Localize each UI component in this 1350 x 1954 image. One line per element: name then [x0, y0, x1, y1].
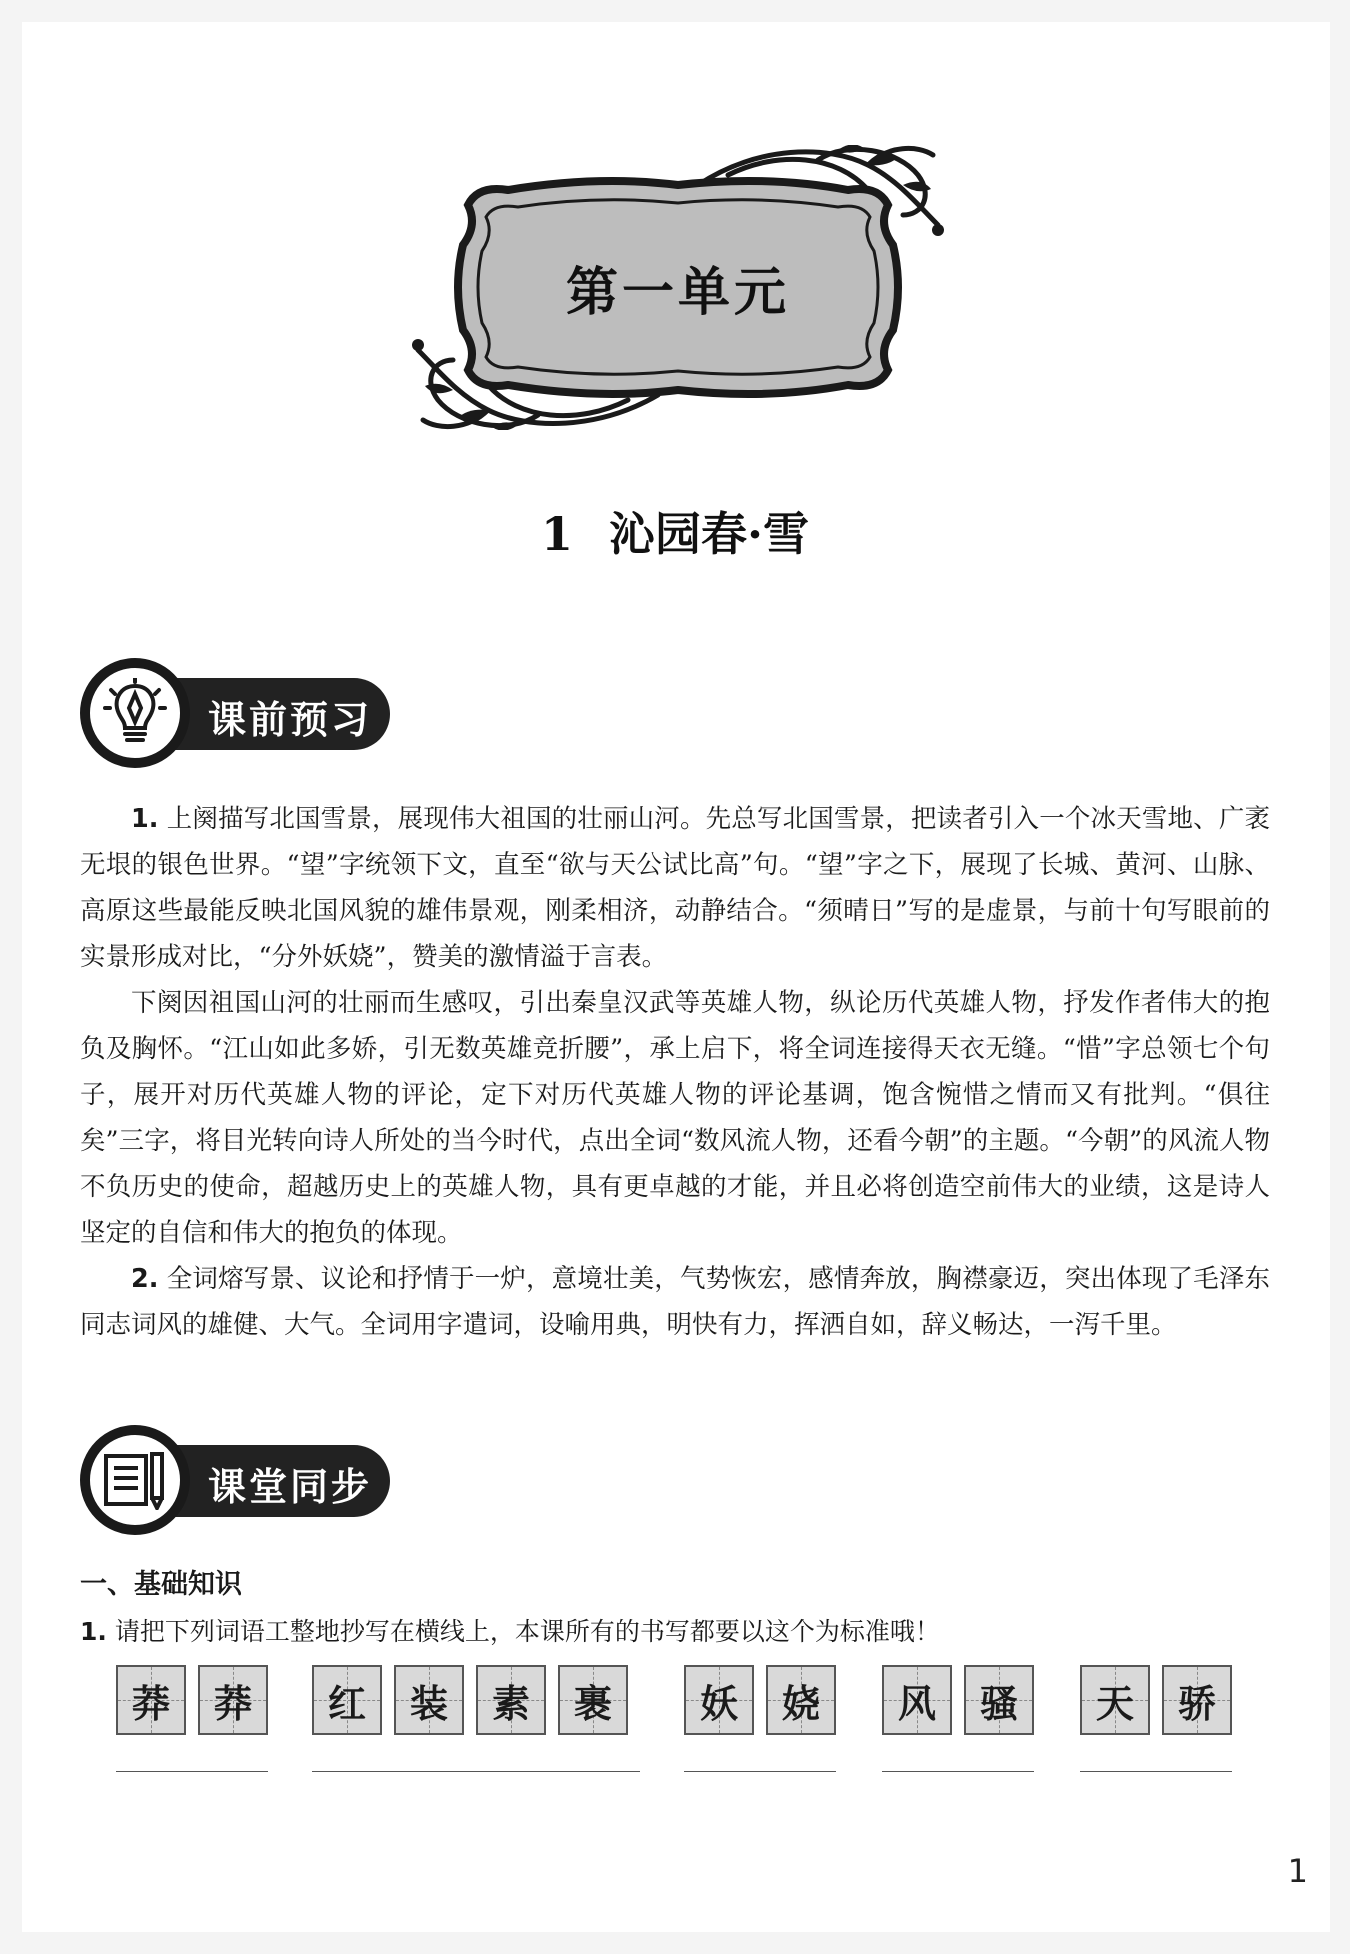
- preview-text: [80, 796, 1270, 1348]
- writing-line[interactable]: [116, 1771, 268, 1772]
- word-group: [116, 1665, 268, 1772]
- char-box: 娆: [766, 1665, 836, 1735]
- word-group: [882, 1665, 1034, 1772]
- lightbulb-icon: [80, 658, 190, 768]
- char-box: 骚: [964, 1665, 1034, 1735]
- basics-heading: 一、基础知识: [80, 1569, 242, 1600]
- char-box: 红: [312, 1665, 382, 1735]
- writing-line[interactable]: [312, 1771, 640, 1772]
- question-1: 1. 请把下列词语工整地抄写在横线上，本课所有的书写都要以这个为标准哦！: [80, 1617, 940, 1646]
- paragraph: 1. 上阕描写北国雪景，展现伟大祖国的壮丽山河。先总写北国雪景，把读者引入一个冰天雪地、广袤无垠的银色世界。“望”字统领下文，直至“欲与天公试比高”句。“望”字之下，展现了长城、黄河、山脉、高原这些最能反映北国风貌的雄伟景观，刚柔相济，动静结合。“须晴日”写的是虚景，与前十句写眼前的实景形成对比，“分外妖娆”，赞美的激情溢于言表。: [80, 804, 1270, 972]
- char-box: 莽: [198, 1665, 268, 1735]
- writing-line[interactable]: [684, 1771, 836, 1772]
- word-group: [684, 1665, 836, 1772]
- lesson-number: 1: [540, 507, 573, 561]
- char-box: 素: [476, 1665, 546, 1735]
- notebook-pencil-icon: [80, 1425, 190, 1535]
- char-box: 妖: [684, 1665, 754, 1735]
- char-box: 莽: [116, 1665, 186, 1735]
- char-box: 裹: [558, 1665, 628, 1735]
- writing-line[interactable]: [1080, 1771, 1232, 1772]
- char-box: 装: [394, 1665, 464, 1735]
- section-header-sync: [80, 1425, 400, 1545]
- word-group: [312, 1665, 640, 1772]
- lesson-title: [0, 498, 1350, 564]
- section-header-preview: [80, 658, 400, 778]
- writing-line[interactable]: [882, 1771, 1034, 1772]
- unit-title: 第一单元: [565, 263, 790, 323]
- word-group: [1080, 1665, 1232, 1772]
- paragraph: 2. 全词熔写景、议论和抒情于一炉，意境壮美，气势恢宏，感情奔放，胸襟豪迈，突出体现了毛泽东同志词风的雄健、大气。全词用字遣词，设喻用典，明快有力，挥洒自如，辞义畅达，一泻千里。: [80, 1264, 1270, 1340]
- lesson-name: 沁园春·雪: [609, 507, 810, 561]
- char-box: 骄: [1162, 1665, 1232, 1735]
- unit-banner: [398, 145, 958, 430]
- paragraph: 下阕因祖国山河的壮丽而生感叹，引出秦皇汉武等英雄人物，纵论历代英雄人物，抒发作者伟大的抱负及胸怀。“江山如此多娇，引无数英雄竞折腰”，承上启下，将全词连接得天衣无缝。“惜”字总领七个句子，展开对历代英雄人物的评论，定下对历代英雄人物的评论基调，饱含惋惜之情而又有批判。“俱往矣”三字，将目光转向诗人所处的当今时代，点出全词“数风流人物，还看今朝”的主题。“今朝”的风流人物不负历史的使命，超越历史上的英雄人物，具有更卓越的才能，并且必将创造空前伟大的业绩，这是诗人坚定的自信和伟大的抱负的体现。: [80, 988, 1270, 1248]
- section-label: 课堂同步: [208, 1465, 373, 1509]
- char-box: 风: [882, 1665, 952, 1735]
- char-box: 天: [1080, 1665, 1150, 1735]
- section-label: 课前预习: [208, 698, 373, 742]
- page-number: 1: [1287, 1852, 1308, 1890]
